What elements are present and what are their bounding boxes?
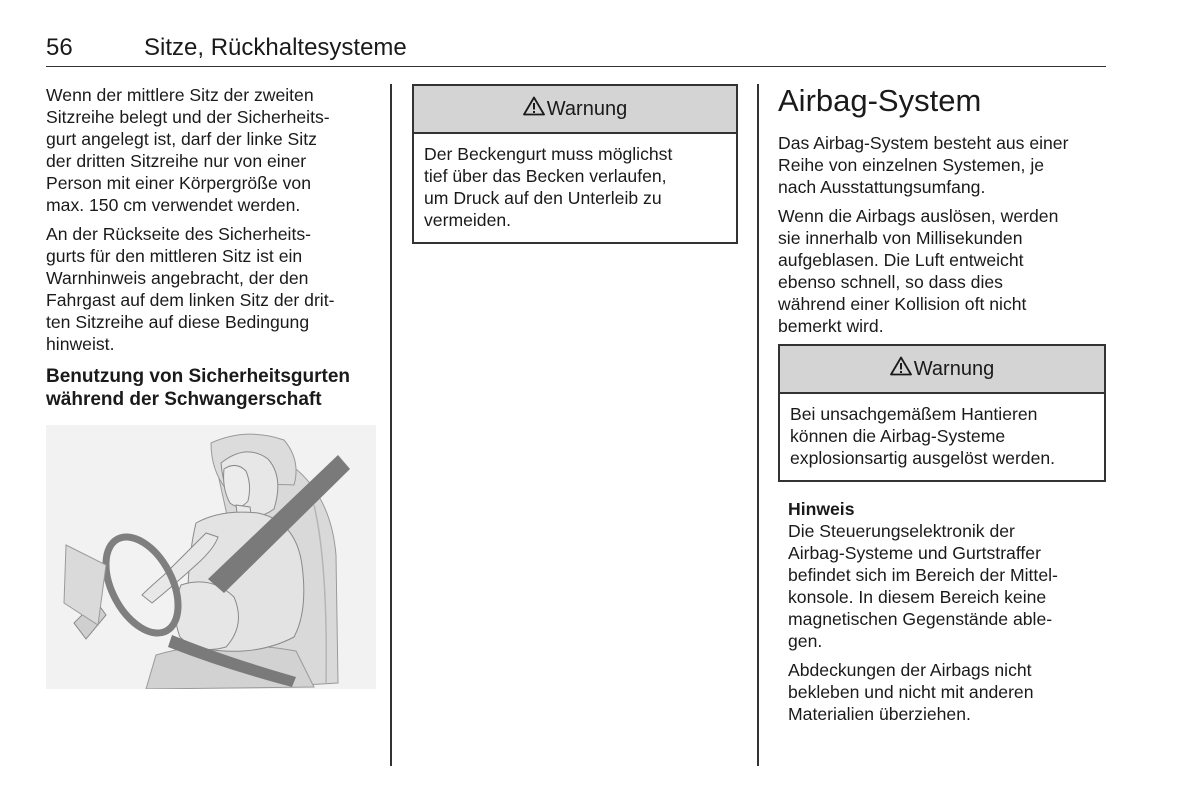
paragraph-third-row-seat: Wenn der mittlere Sitz der zweiten Sitzreihe belegt und der Sicherheits- gurt angelegt ist, darf der linke Sitz der dritten Sitzreihe nur von einer Person mit einer Körpergröße von max. 150 cm verwendet werden. xyxy=(46,85,330,215)
warning-header xyxy=(780,346,1104,394)
warning-triangle-icon xyxy=(523,96,545,122)
note-paragraph-covers: Abdeckungen der Airbags nicht bekleben und nicht mit anderen Materialien überziehen. xyxy=(788,660,1034,724)
section-heading-airbag: Airbag-System xyxy=(778,83,982,118)
pregnant-woman-seatbelt-illustration xyxy=(46,425,376,689)
chapter-title: Sitze, Rückhaltesysteme xyxy=(144,34,407,61)
warning-box-lap-belt xyxy=(412,84,738,244)
warning-title: Warnung xyxy=(546,97,628,120)
column-left xyxy=(46,84,380,689)
page-header xyxy=(46,34,1106,67)
note-block xyxy=(788,498,1106,725)
column-divider xyxy=(757,84,759,766)
warning-text: Der Beckengurt muss möglichst tief über das Becken verlaufen, um Druck auf den Unterleib zu vermeiden. xyxy=(424,144,673,230)
subheading-pregnancy: Benutzung von Sicherheitsgurten während der Schwangerschaft xyxy=(46,366,351,410)
page-number: 56 xyxy=(46,34,73,61)
column-right xyxy=(778,84,1106,732)
paragraph-airbag-deploy: Wenn die Airbags auslösen, werden sie innerhalb von Millisekunden aufgeblasen. Die Luft entweicht ebenso schnell, so dass dies während einer Kollision oft nicht bemerkt wird. xyxy=(778,206,1059,336)
paragraph-airbag-system: Das Airbag-System besteht aus einer Reihe von einzelnen Systemen, je nach Ausstattungsumfang. xyxy=(778,133,1069,197)
warning-header xyxy=(414,86,736,134)
warning-text: Bei unsachgemäßem Hantieren können die Airbag-Systeme explosionsartig ausgelöst werden. xyxy=(790,404,1056,468)
note-title: Hinweis xyxy=(788,499,855,519)
note-paragraph-electronics: Die Steuerungselektronik der Airbag-Systeme und Gurtstraffer befindet sich im Bereich der Mittel- konsole. In diesem Bereich keine magnetischen Gegenstände able- gen. xyxy=(788,521,1058,651)
paragraph-belt-warning-label: An der Rückseite des Sicherheits- gurts für den mittleren Sitz ist ein Warnhinweis angebracht, der den Fahrgast auf dem linken Sitz der drit- ten Sitzreihe auf diese Bedingung hinweist. xyxy=(46,224,335,354)
column-middle xyxy=(412,84,738,244)
warning-title: Warnung xyxy=(913,357,995,380)
warning-box-airbag xyxy=(778,344,1106,482)
warning-triangle-icon xyxy=(890,356,912,382)
column-divider xyxy=(390,84,392,766)
